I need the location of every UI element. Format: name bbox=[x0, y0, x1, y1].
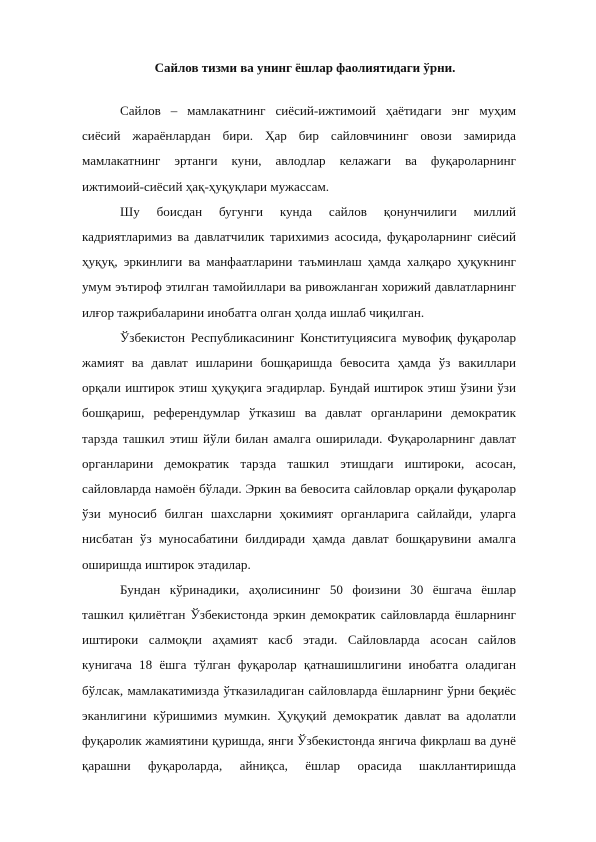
paragraph-youth-role: Бундан кўринадики, аҳолисининг 50 фоизини 30 ёшгача ёшлар ташкил қилиётган Ўзбекистонда эркин демократик сайловларда ёшларнинг иштироки салмоқли аҳамият касб этади. Сайловларда асосан сайлов кунигача 18 ёшга тўлган фуқаролар қатнашишлигини инобатга оладиган бўлсак, мамлакатимизда ўтказиладиган сайловларда ёшларнинг ўрни беқиёс эканлигини кўришимиз мумкин. Ҳуқуқий демократик давлат ва адолатли фуқаролик жамиятини қуришда, янги Ўзбекистонда янгича фикрлаш ва дунё қарашни фуқароларда, айниқса, ёшлар орасида шакллантиришда bbox=[82, 581, 516, 774]
paragraph-constitution-participation: Ўзбекистон Республикасининг Конституциясига мувофиқ фуқаролар жамият ва давлат ишларини бошқаришда бевосита ҳамда ўз вакиллари орқали иштирок этиш ҳуқуқига эгадирлар. Бундай иштирок этиш ўзини ўзи бошқариш, референдумлар ўтказиш ва давлат органларини демократик тарзда ташкил этиш йўли билан амалга оширилади. Фуқароларнинг давлат органларини демократик тарзда ташкил этишдаги иштироки, асосан, сайловларда намоён бўлади. Эркин ва бевосита сайловлар орқали фуқаролар ўзи муносиб билган шахсларни ҳокимият органларига сайлайди, уларга нисбатан ўз муносабатини билдиради ҳамда давлат бошқарувини амалга оширишда иштирок этадилар. bbox=[82, 329, 516, 572]
document-body bbox=[82, 98, 516, 778]
paragraph-election-legislation: Шу боисдан бугунги кунда сайлов қонунчилиги миллий кадриятларимиз ва давлатчилик тарихимиз асосида, фуқароларнинг сиёсий ҳуқуқ, эркинлиги ва манфаатларини таъминлаш ҳамда халқаро ҳуқукнинг умум эътироф этилган тамойиллари ва ривожланган хорижий давлатларнинг илғор тажрибаларини инобатга олган ҳолда ишлаб чиқилган. bbox=[82, 203, 516, 320]
paragraph-elections-importance: Сайлов – мамлакатнинг сиёсий-ижтимоий ҳаётидаги энг муҳим сиёсий жараёнлардан бири. Ҳар бир сайловчининг овози замирида мамлакатнинг эртанги куни, авлодлар келажаги ва фуқароларнинг ижтимоий-сиёсий ҳақ-ҳуқуқлари мужассам. bbox=[82, 103, 516, 194]
page-title: Сайлов тизми ва унинг ёшлар фаолиятидаги ўрни. bbox=[154, 60, 456, 75]
